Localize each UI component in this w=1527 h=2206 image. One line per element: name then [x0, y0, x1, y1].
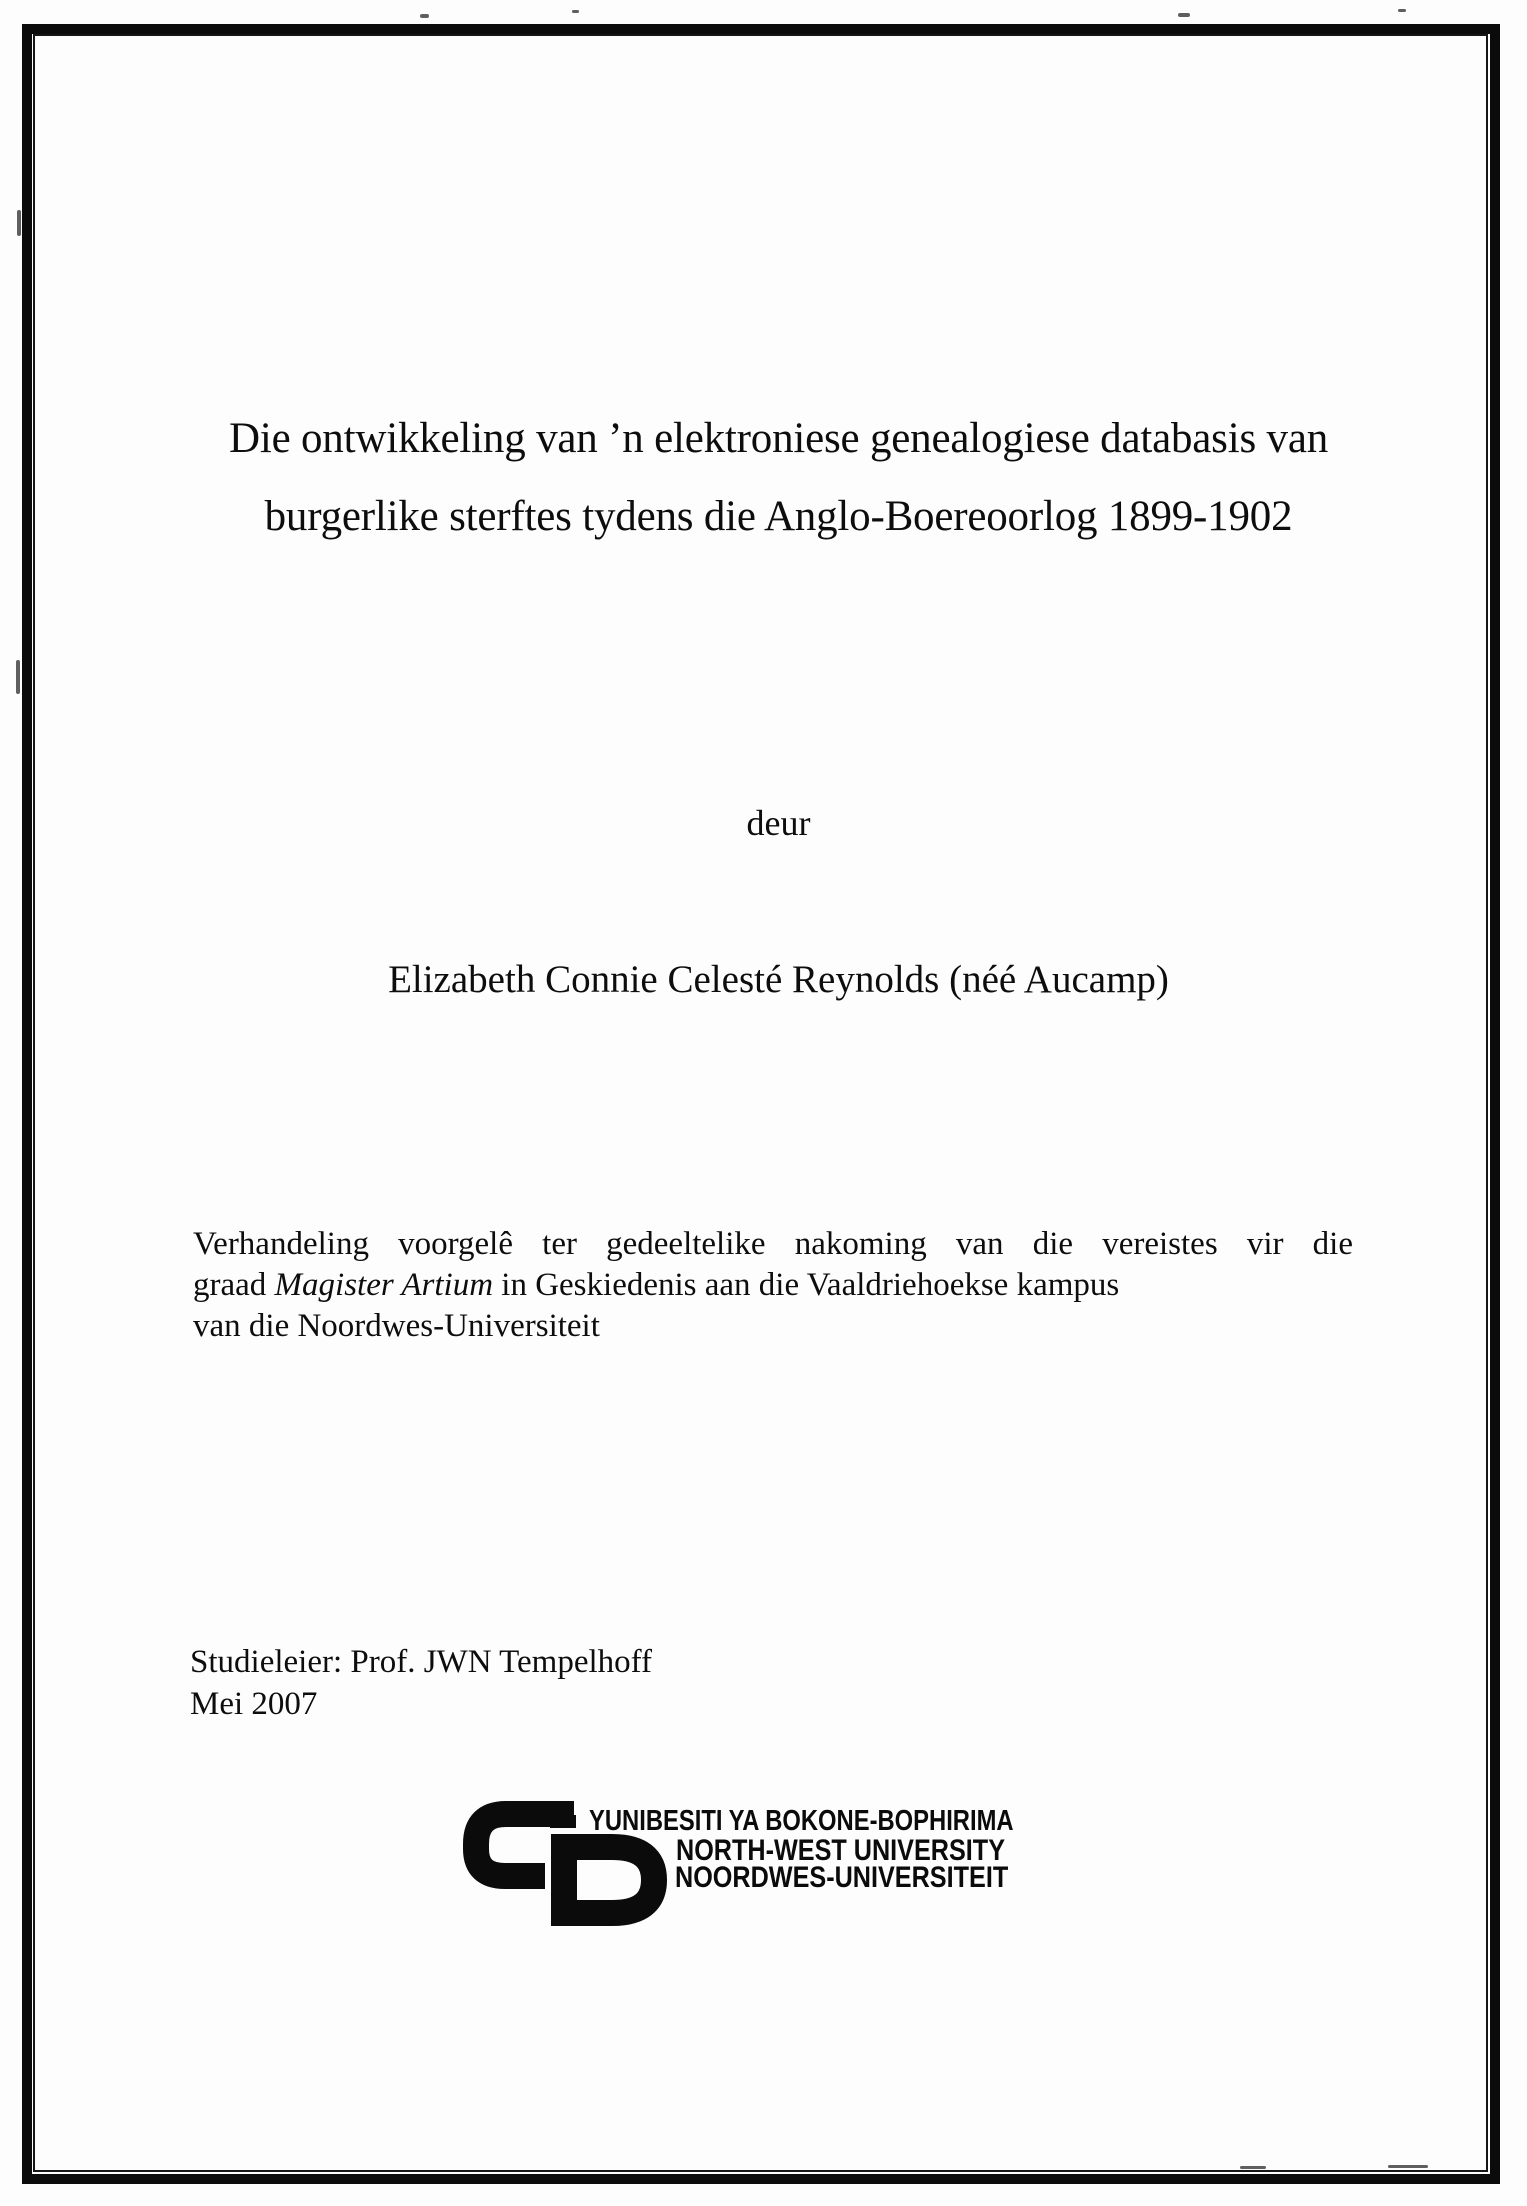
logo-name-afrikaans: NOORDWES-UNIVERSITEIT [675, 1861, 1009, 1894]
degree-statement-line-1: Verhandeling voorgelê ter gedeeltelike nakoming van die vereistes vir die [193, 1226, 1353, 1262]
degree-statement-line-3: van die Noordwes-Universiteit [193, 1308, 600, 1344]
scan-speck [1178, 13, 1190, 17]
degree-statement-line-2-prefix: graad [193, 1267, 275, 1303]
degree-statement-line-2 [193, 1265, 1353, 1306]
logo-name-english: NORTH-WEST UNIVERSITY [676, 1834, 1006, 1867]
scan-speck [1240, 2166, 1266, 2169]
scan-speck [572, 10, 579, 13]
scan-speck [17, 210, 21, 236]
logo-name-setswana: YUNIBESITI YA BOKONE-BOPHIRIMA [589, 1805, 1014, 1837]
scan-speck [420, 14, 429, 18]
scan-speck [1388, 2165, 1428, 2168]
degree-statement [193, 1224, 1353, 1347]
byline-label: deur [746, 803, 811, 843]
date-line: Mei 2007 [190, 1686, 318, 1722]
supervisor-block [190, 1641, 652, 1725]
degree-name-italic: Magister Artium [274, 1267, 494, 1303]
scan-speck [1398, 9, 1406, 12]
supervisor-line: Studieleier: Prof. JWN Tempelhoff [190, 1644, 653, 1680]
author-name: Elizabeth Connie Celesté Reynolds (néé Aucamp) [388, 958, 1169, 1001]
thesis-title-line-2: burgerlike sterftes tydens die Anglo-Boereoorlog 1899-1902 [264, 493, 1293, 540]
thesis-title-line-1: Die ontwikkeling van ’n elektroniese genealogiese databasis van [228, 415, 1329, 462]
thesis-title [130, 400, 1427, 556]
scan-speck [16, 660, 20, 694]
degree-statement-line-2-suffix: in Geskiedenis aan die Vaaldriehoekse kampus [493, 1267, 1120, 1303]
